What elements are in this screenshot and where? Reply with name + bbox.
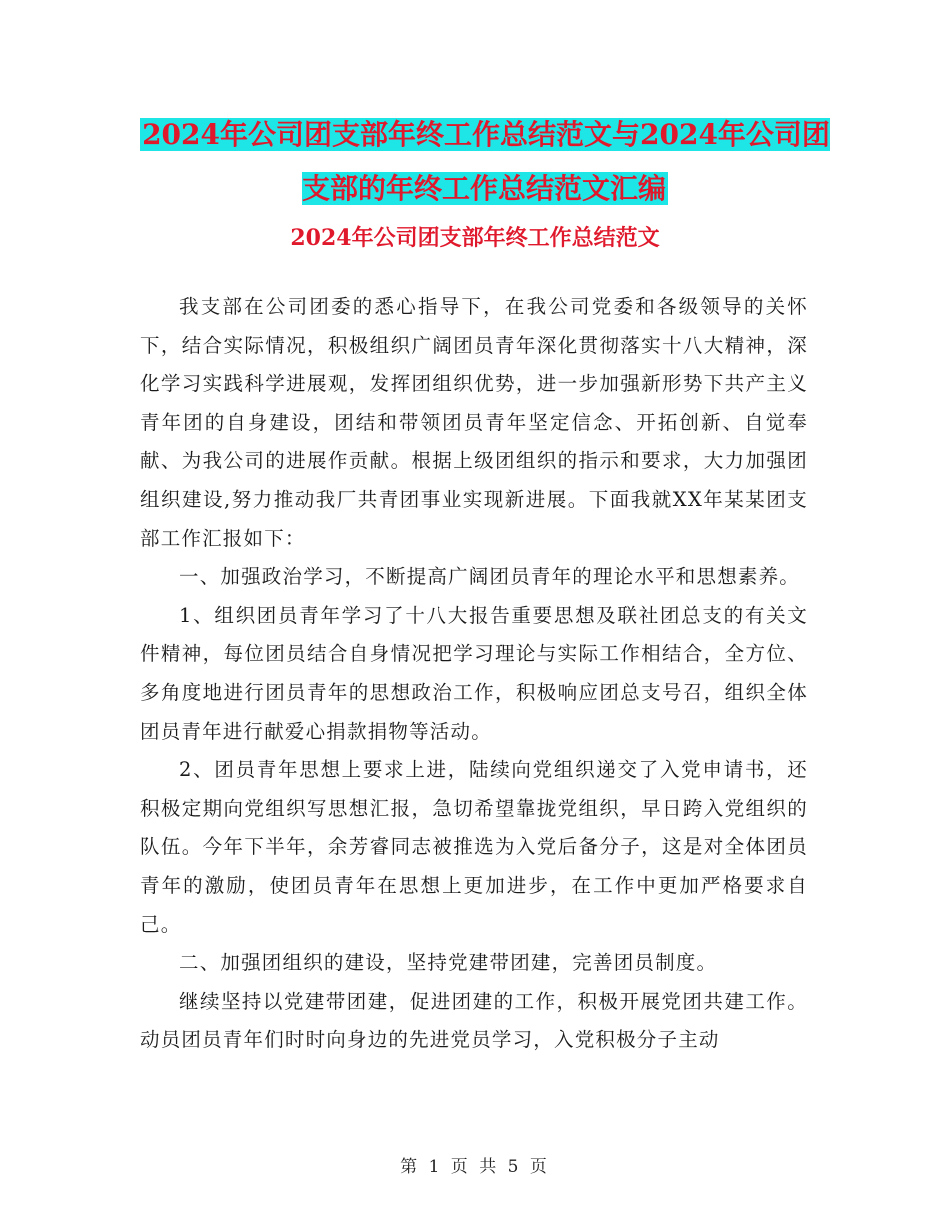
- document-body: [140, 288, 808, 1060]
- paragraph-intro: 我支部在公司团委的悉心指导下，在我公司党委和各级领导的关怀下，结合实际情况，积极组织广阔团员青年深化贯彻落实十八大精神，深化学习实践科学进展观，发挥团组织优势，进一步加强新形势下共产主义青年团的自身建设，团结和带领团员青年坚定信念、开拓创新、自觉奉献、为我公司的进展作贡献。根据上级团组织的指示和要求，大力加强团组织建设,努力推动我厂共青团事业实现新进展。下面我就XX年某某团支部工作汇报如下：: [140, 295, 808, 550]
- paragraph-item-1: 1、组织团员青年学习了十八大报告重要思想及联社团总支的有关文件精神，每位团员结合自身情况把学习理论与实际工作相结合，全方位、多角度地进行团员青年的思想政治工作，积极响应团总支号召，组织全体团员青年进行献爱心捐款捐物等活动。: [140, 603, 808, 743]
- document-title-highlight: 2024年公司团支部年终工作总结范文与2024年公司团支部的年终工作总结范文汇编: [142, 118, 830, 205]
- paragraph-heading-2: 二、加强团组织的建设，坚持党建带团建，完善团员制度。: [179, 951, 718, 975]
- paragraph-heading-1: 一、加强政治学习，不断提高广阔团员青年的理论水平和思想素养。: [179, 565, 801, 589]
- paragraph-item-2: 2、团员青年思想上要求上进，陆续向党组织递交了入党申请书，还积极定期向党组织写思想汇报，急切希望靠拢党组织，早日跨入党组织的队伍。今年下半年，余芳睿同志被推选为入党后备分子，这是对全体团员青年的激励，使团员青年在思想上更加进步，在工作中更加严格要求自己。: [140, 758, 808, 936]
- paragraph-continuation: 继续坚持以党建带团建，促进团建的工作，积极开展党团共建工作。动员团员青年们时时向身边的先进党员学习，入党积极分子主动: [140, 989, 808, 1052]
- section-title: 2024年公司团支部年终工作总结范文: [290, 225, 660, 251]
- document-title: [140, 108, 830, 216]
- page-number-footer: 第 1 页 共 5 页: [400, 1157, 550, 1177]
